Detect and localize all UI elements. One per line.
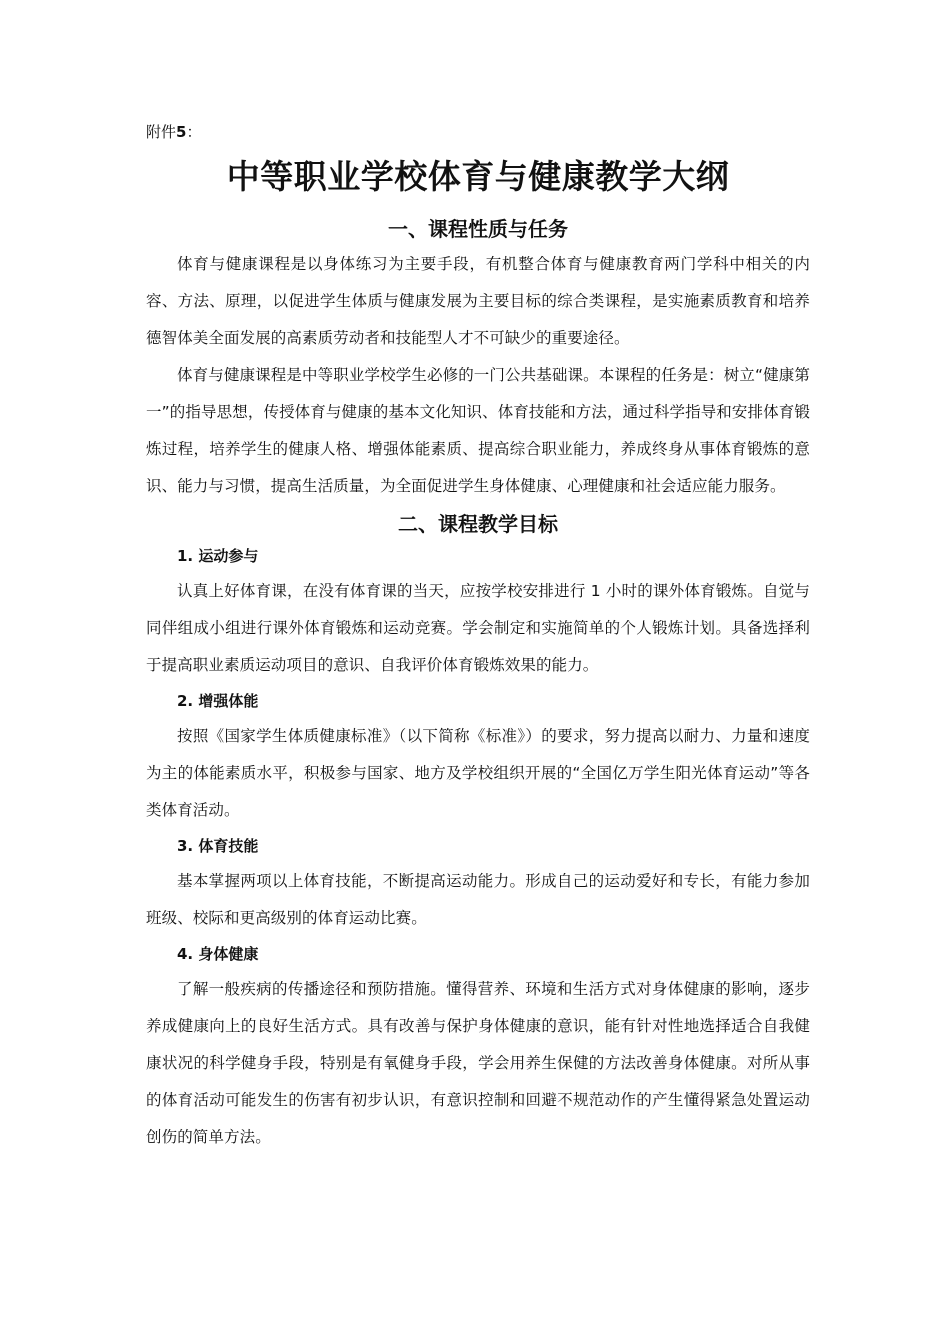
objective-paragraph: 基本掌握两项以上体育技能，不断提高运动能力。形成自己的运动爱好和专长，有能力参加班级、校际和更高级别的体育运动比赛。 [146, 872, 810, 927]
attachment-prefix: 附件 [146, 123, 177, 141]
attachment-suffix: ： [186, 123, 202, 141]
section-1-paragraph: 体育与健康课程是以身体练习为主要手段，有机整合体育与健康教育两门学科中相关的内容、方法、原理，以促进学生体质与健康发展为主要目标的综合类课程，是实施素质教育和培养德智体美全面发展的高素质劳动者和技能型人才不可缺少的重要途径。 [146, 255, 810, 347]
objective-paragraph: 了解一般疾病的传播途径和预防措施。懂得营养、环境和生活方式对身体健康的影响，逐步养成健康向上的良好生活方式。具有改善与保护身体健康的意识，能有针对性地选择适合自我健康状况的科学健身手段，特别是有氧健身手段，学会用养生保健的方法改善身体健康。对所从事的体育活动可能发生的伤害有初步认识，有意识控制和回避不规范动作的产生懂得紧急处置运动创伤的简单方法。 [146, 980, 810, 1146]
objective-heading: 1. 运动参与 [177, 547, 259, 565]
objective-heading: 2. 增强体能 [177, 692, 259, 710]
objective-paragraph: 认真上好体育课，在没有体育课的当天，应按学校安排进行 1 小时的课外体育锻炼。自觉与同伴组成小组进行课外体育锻炼和运动竞赛。学会制定和实施简单的个人锻炼计划。具备选择利于提高职业素质运动项目的意识、自我评价体育锻炼效果的能力。 [146, 582, 810, 674]
document-title: 中等职业学校体育与健康教学大纲 [226, 157, 730, 196]
section-1-paragraph: 体育与健康课程是中等职业学校学生必修的一门公共基础课。本课程的任务是：树立“健康第一”的指导思想，传授体育与健康的基本文化知识、体育技能和方法，通过科学指导和安排体育锻炼过程，培养学生的健康人格、增强体能素质、提高综合职业能力，养成终身从事体育锻炼的意识、能力与习惯，提高生活质量，为全面促进学生身体健康、心理健康和社会适应能力服务。 [146, 366, 810, 495]
attachment-label [146, 120, 810, 144]
document-page [146, 120, 810, 1156]
attachment-number: 5 [176, 123, 187, 141]
section-heading-2: 二、课程教学目标 [398, 512, 558, 536]
objective-heading: 4. 身体健康 [177, 945, 259, 963]
section-heading-1: 一、课程性质与任务 [388, 217, 568, 241]
objective-heading: 3. 体育技能 [177, 837, 259, 855]
objective-paragraph: 按照《国家学生体质健康标准》（以下简称《标准》）的要求，努力提高以耐力、力量和速度为主的体能素质水平，积极参与国家、地方及学校组织开展的“全国亿万学生阳光体育运动”等各类体育活动。 [146, 727, 810, 819]
